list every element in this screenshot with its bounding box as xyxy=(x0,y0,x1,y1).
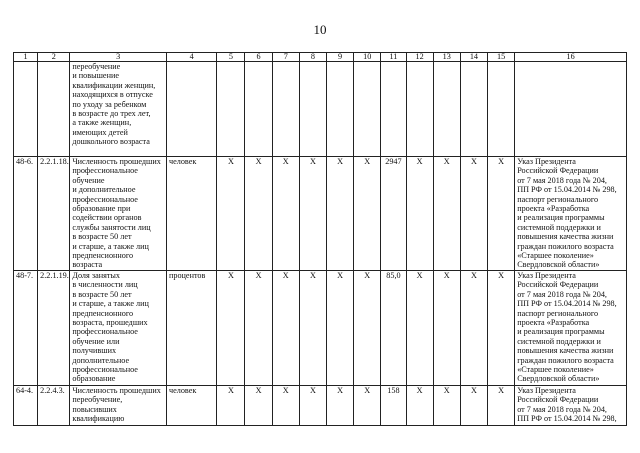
value-cell: X xyxy=(327,385,354,425)
column-number: 4 xyxy=(166,53,216,62)
basis-text: Указ Президента Российской Федерации от 7 мая 2018 года № 204, ПП РФ от 15.04.2014 № 298, паспорт регионального проекта «Разработка и реализация программы системной поддержки и повышения качества жизни граждан пожилого возраста «Старшее поколение» Свердловской области» xyxy=(517,270,617,384)
value-cell xyxy=(433,62,460,157)
column-number: 5 xyxy=(217,53,245,62)
value-cell: X xyxy=(245,270,272,385)
column-number: 7 xyxy=(272,53,299,62)
value-cell: X xyxy=(433,157,460,271)
value-cell xyxy=(299,62,326,157)
column-number: 9 xyxy=(327,53,354,62)
value-cell: X xyxy=(488,157,515,271)
value-cell: 158 xyxy=(381,385,406,425)
indicator-name-cell xyxy=(70,62,167,157)
value-cell: X xyxy=(299,157,326,271)
value-cell xyxy=(460,62,487,157)
unit-cell: человек xyxy=(166,157,216,271)
value-cell: X xyxy=(354,385,381,425)
row-number-cell xyxy=(14,62,38,157)
column-number: 10 xyxy=(354,53,381,62)
table-row xyxy=(14,270,627,385)
indicator-name: Доля занятых в численности лиц в возрасте 50 лет и старше, а также лиц предпенсионного возраста, прошедших профессиональное обучение или получивших дополнительное профессиональное образование xyxy=(72,270,149,384)
basis-cell xyxy=(515,385,627,425)
column-number: 12 xyxy=(406,53,433,62)
indicators-table xyxy=(13,52,627,426)
value-cell: X xyxy=(272,157,299,271)
basis-cell xyxy=(515,157,627,271)
value-cell: X xyxy=(433,270,460,385)
indicator-name: Численность прошедших переобучение, повысивших квалификацию xyxy=(72,385,161,424)
basis-text: Указ Президента Российской Федерации от 7 мая 2018 года № 204, ПП РФ от 15.04.2014 № 298, паспорт регионального проекта «Разработка и реализация программы системной поддержки и повышения качества жизни граждан пожилого возраста «Старшее поколение» Свердловской области» xyxy=(517,157,617,270)
column-number: 8 xyxy=(299,53,326,62)
value-cell: X xyxy=(354,157,381,271)
basis-text: Указ Президента Российской Федерации от 7 мая 2018 года № 204, ПП РФ от 15.04.2014 № 298, xyxy=(517,385,617,424)
value-cell: X xyxy=(488,270,515,385)
code-cell: 2.2.1.18. xyxy=(38,157,70,271)
unit-cell xyxy=(166,62,216,157)
column-number-row xyxy=(14,53,627,62)
value-cell xyxy=(406,62,433,157)
table-row xyxy=(14,385,627,425)
indicator-name-cell xyxy=(70,157,167,271)
value-cell: 85,0 xyxy=(381,270,406,385)
basis-cell xyxy=(515,62,627,157)
column-number: 14 xyxy=(460,53,487,62)
indicator-name-cell xyxy=(70,385,167,425)
value-cell: X xyxy=(327,157,354,271)
column-number: 11 xyxy=(381,53,406,62)
table-row xyxy=(14,157,627,271)
row-number-cell: 48-6. xyxy=(14,157,38,271)
value-cell: X xyxy=(460,157,487,271)
value-cell xyxy=(327,62,354,157)
row-number-cell: 48-7. xyxy=(14,270,38,385)
value-cell: X xyxy=(217,270,245,385)
unit-cell: процентов xyxy=(166,270,216,385)
page-number: 10 xyxy=(313,22,327,37)
value-cell: 2947 xyxy=(381,157,406,271)
value-cell: X xyxy=(488,385,515,425)
value-cell xyxy=(381,62,406,157)
value-cell: X xyxy=(354,270,381,385)
code-cell: 2.2.4.3. xyxy=(38,385,70,425)
indicator-name: Численность прошедших профессиональное обучение и дополнительное профессиональное образование при содействии органов службы занятости лиц в возрасте 50 лет и старше, а также лиц предпенсионного возраста xyxy=(72,157,161,270)
value-cell: X xyxy=(217,157,245,271)
unit-cell: человек xyxy=(166,385,216,425)
indicator-name-cell xyxy=(70,270,167,385)
basis-cell xyxy=(515,270,627,385)
value-cell: X xyxy=(245,157,272,271)
value-cell: X xyxy=(272,270,299,385)
column-number: 2 xyxy=(38,53,70,62)
value-cell xyxy=(245,62,272,157)
value-cell: X xyxy=(433,385,460,425)
value-cell: X xyxy=(460,270,487,385)
column-number: 16 xyxy=(515,53,627,62)
value-cell: X xyxy=(299,270,326,385)
value-cell xyxy=(272,62,299,157)
column-number: 13 xyxy=(433,53,460,62)
value-cell: X xyxy=(406,157,433,271)
value-cell: X xyxy=(272,385,299,425)
row-number-cell: 64-4. xyxy=(14,385,38,425)
column-number: 15 xyxy=(488,53,515,62)
value-cell xyxy=(217,62,245,157)
value-cell: X xyxy=(299,385,326,425)
value-cell: X xyxy=(460,385,487,425)
table-row xyxy=(14,62,627,157)
value-cell xyxy=(354,62,381,157)
value-cell xyxy=(488,62,515,157)
value-cell: X xyxy=(327,270,354,385)
value-cell: X xyxy=(406,385,433,425)
column-number: 1 xyxy=(14,53,38,62)
code-cell: 2.2.1.19. xyxy=(38,270,70,385)
value-cell: X xyxy=(406,270,433,385)
value-cell: X xyxy=(217,385,245,425)
column-number: 6 xyxy=(245,53,272,62)
code-cell xyxy=(38,62,70,157)
column-number: 3 xyxy=(70,53,167,62)
indicator-name: переобучение и повышение квалификации женщин, находящихся в отпуске по уходу за ребенком в возрасте до трех лет, а также женщин, имеющих детей дошкольного возраста xyxy=(72,62,156,147)
value-cell: X xyxy=(245,385,272,425)
